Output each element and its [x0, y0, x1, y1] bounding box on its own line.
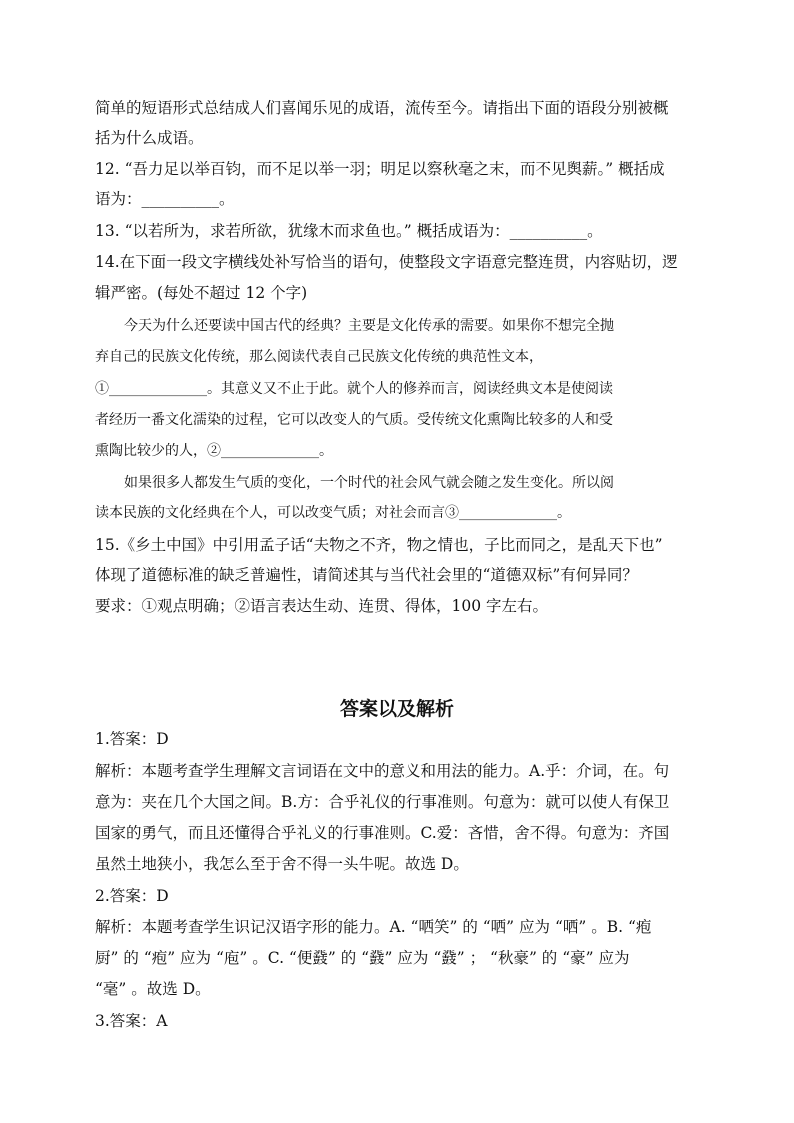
question-15: 体现了道德标准的缺乏普遍性，请简述其与当代社会里的“道德双标”有何异同？ — [95, 566, 638, 584]
question-12: 12. “吾力足以举百钧，而不足以举一羽；明足以察秋毫之末，而不见舆薪。” 概括成 — [95, 160, 665, 178]
answer-1-explanation: 国家的勇气，而且还懂得合乎礼义的行事准则。C.爱：吝惜，舍不得。句意为：齐国 — [95, 824, 670, 842]
answer-1-label: 1.答案：D — [95, 730, 169, 748]
question-12-blank: 语为：__________。 — [95, 190, 235, 208]
question-14: 14.在下面一段文字横线处补写恰当的语句，使整段文字语意完整连贯，内容贴切，逻 — [95, 253, 678, 271]
passage-line-blank-3: 读本民族的文化经典在个人，可以改变气质；对社会而言③______________。 — [95, 505, 571, 521]
passage-line: 者经历一番文化濡染的过程，它可以改变人的气质。受传统文化熏陶比较多的人和受 — [95, 412, 613, 428]
passage-line: 如果很多人都发生气质的变化，一个时代的社会风气就会随之发生变化。所以阅 — [124, 475, 614, 491]
question-13: 13. “以若所为，求若所欲，犹缘木而求鱼也。” 概括成语为：__________。 — [95, 222, 603, 240]
question-14-note: 辑严密。(每处不超过 12 个字) — [95, 284, 308, 302]
answer-3-label: 3.答案：A — [95, 1012, 168, 1030]
passage-line: 弃自己的民族文化传统，那么阅读代表自己民族文化传统的典范性文本， — [95, 349, 543, 365]
intro-line: 简单的短语形式总结成人们喜闻乐见的成语，流传至今。请指出下面的语段分别被概 — [95, 99, 669, 117]
passage-line: 今天为什么还要读中国古代的经典？主要是文化传承的需要。如果你不想完全抛 — [124, 318, 614, 334]
answers-title: 答案以及解析 — [339, 698, 454, 720]
answer-2-explanation: 解析：本题考查学生识记汉语字形的能力。A. “哂笑” 的 “哂” 应为 “哂” 。B. “疱 — [95, 918, 652, 936]
answer-2-label: 2.答案：D — [95, 887, 169, 905]
answer-1-explanation: 意为：夹在几个大国之间。B.方：合乎礼仪的行事准则。句意为：就可以使人有保卫 — [95, 793, 670, 811]
passage-line-blank-1: ①______________。其意义又不止于此。就个人的修养而言，阅读经典文本是使阅读 — [95, 381, 613, 397]
intro-line: 括为什么成语。 — [95, 129, 204, 147]
answer-2-explanation: “毫” 。故选 D。 — [95, 980, 211, 998]
answer-1-explanation: 虽然土地狭小，我怎么至于舍不得一头牛呢。故选 D。 — [95, 855, 469, 873]
answer-2-explanation: 厨” 的 “疱” 应为 “庖” 。C. “便鼗” 的 “鼗” 应为 “鼗” ； “秋豪” 的 “豪” 应为 — [95, 949, 630, 967]
question-15: 15.《乡土中国》中引用孟子话“夫物之不齐，物之情也，子比而同之，是乱天下也” — [95, 536, 663, 554]
passage-line-blank-2: 熏陶比较少的人，②______________。 — [95, 443, 333, 459]
answer-1-explanation: 解析：本题考查学生理解文言词语在文中的意义和用法的能力。A.乎：介词，在。句 — [95, 762, 670, 780]
question-15-requirement: 要求：①观点明确；②语言表达生动、连贯、得体，100 字左右。 — [95, 597, 549, 615]
